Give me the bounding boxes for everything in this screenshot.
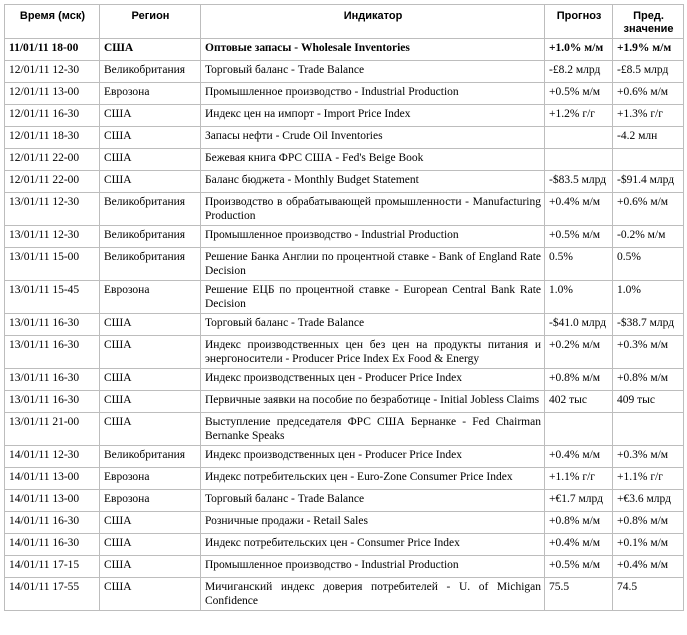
table-row [5, 556, 684, 578]
header-indicator: Индикатор [201, 5, 545, 39]
cell-region: Великобритания [100, 446, 201, 468]
table-row [5, 83, 684, 105]
cell-forecast: 0.5% [545, 248, 613, 281]
cell-indicator: Индекс производственных цен - Producer Price Index [201, 369, 545, 391]
table-row [5, 391, 684, 413]
cell-time: 13/01/11 15-00 [5, 248, 100, 281]
cell-previous: 74.5 [613, 578, 684, 611]
cell-region: США [100, 39, 201, 61]
cell-time: 14/01/11 13-00 [5, 490, 100, 512]
cell-region: Великобритания [100, 193, 201, 226]
cell-indicator: Бежевая книга ФРС США - Fed's Beige Book [201, 149, 545, 171]
cell-indicator: Решение ЕЦБ по процентной ставке - European Central Bank Rate Decision [201, 281, 545, 314]
economic-calendar-table [4, 4, 684, 611]
cell-forecast: +0.5% м/м [545, 226, 613, 248]
cell-indicator: Индекс цен на импорт - Import Price Index [201, 105, 545, 127]
table-row [5, 578, 684, 611]
cell-region: Великобритания [100, 226, 201, 248]
cell-indicator: Баланс бюджета - Monthly Budget Statement [201, 171, 545, 193]
table-row [5, 171, 684, 193]
table-row [5, 336, 684, 369]
cell-time: 12/01/11 22-00 [5, 149, 100, 171]
cell-time: 14/01/11 16-30 [5, 534, 100, 556]
cell-time: 13/01/11 12-30 [5, 193, 100, 226]
cell-forecast: +1.1% г/г [545, 468, 613, 490]
cell-region: США [100, 391, 201, 413]
cell-previous: +0.6% м/м [613, 193, 684, 226]
cell-previous: +1.3% г/г [613, 105, 684, 127]
cell-indicator: Первичные заявки на пособие по безработице - Initial Jobless Claims [201, 391, 545, 413]
table-row [5, 369, 684, 391]
cell-indicator: Решение Банка Англии по процентной ставке - Bank of England Rate Decision [201, 248, 545, 281]
cell-region: США [100, 534, 201, 556]
cell-time: 14/01/11 17-55 [5, 578, 100, 611]
cell-previous: -$38.7 млрд [613, 314, 684, 336]
cell-indicator: Оптовые запасы - Wholesale Inventories [201, 39, 545, 61]
cell-region: Еврозона [100, 281, 201, 314]
cell-previous: +0.8% м/м [613, 369, 684, 391]
cell-previous: +0.6% м/м [613, 83, 684, 105]
cell-region: Еврозона [100, 468, 201, 490]
table-row [5, 61, 684, 83]
cell-forecast: +1.2% г/г [545, 105, 613, 127]
cell-time: 13/01/11 16-30 [5, 391, 100, 413]
cell-indicator: Индекс производственных цен - Producer Price Index [201, 446, 545, 468]
cell-previous: +0.8% м/м [613, 512, 684, 534]
cell-region: США [100, 314, 201, 336]
cell-previous: -4.2 млн [613, 127, 684, 149]
cell-time: 13/01/11 12-30 [5, 226, 100, 248]
cell-time: 13/01/11 16-30 [5, 314, 100, 336]
cell-time: 13/01/11 16-30 [5, 369, 100, 391]
cell-forecast: 1.0% [545, 281, 613, 314]
table-row [5, 534, 684, 556]
cell-previous [613, 149, 684, 171]
cell-time: 14/01/11 13-00 [5, 468, 100, 490]
cell-time: 13/01/11 16-30 [5, 336, 100, 369]
cell-region: США [100, 336, 201, 369]
cell-time: 12/01/11 18-30 [5, 127, 100, 149]
cell-forecast: +0.8% м/м [545, 369, 613, 391]
cell-region: США [100, 578, 201, 611]
cell-forecast: +0.4% м/м [545, 534, 613, 556]
cell-region: Великобритания [100, 61, 201, 83]
table-row [5, 314, 684, 336]
cell-time: 12/01/11 22-00 [5, 171, 100, 193]
table-row [5, 468, 684, 490]
cell-indicator: Промышленное производство - Industrial Production [201, 556, 545, 578]
cell-indicator: Выступление председателя ФРС США Бернанке - Fed Chairman Bernanke Speaks [201, 413, 545, 446]
cell-region: Еврозона [100, 490, 201, 512]
cell-forecast: +0.5% м/м [545, 83, 613, 105]
cell-forecast: +0.5% м/м [545, 556, 613, 578]
table-row [5, 248, 684, 281]
cell-forecast: -£8.2 млрд [545, 61, 613, 83]
header-time: Время (мск) [5, 5, 100, 39]
cell-time: 12/01/11 13-00 [5, 83, 100, 105]
cell-region: США [100, 556, 201, 578]
table-row [5, 490, 684, 512]
header-forecast: Прогноз [545, 5, 613, 39]
cell-region: США [100, 512, 201, 534]
cell-forecast: +0.4% м/м [545, 446, 613, 468]
header-previous: Пред. значение [613, 5, 684, 39]
cell-previous: +1.1% г/г [613, 468, 684, 490]
cell-previous: +0.3% м/м [613, 446, 684, 468]
cell-region: США [100, 127, 201, 149]
cell-indicator: Промышленное производство - Industrial Production [201, 226, 545, 248]
cell-previous: -$91.4 млрд [613, 171, 684, 193]
cell-previous: +0.4% м/м [613, 556, 684, 578]
cell-previous [613, 413, 684, 446]
cell-indicator: Запасы нефти - Crude Oil Inventories [201, 127, 545, 149]
cell-indicator: Производство в обрабатывающей промышленности - Manufacturing Production [201, 193, 545, 226]
cell-forecast: +0.4% м/м [545, 193, 613, 226]
cell-indicator: Розничные продажи - Retail Sales [201, 512, 545, 534]
cell-time: 11/01/11 18-00 [5, 39, 100, 61]
cell-indicator: Торговый баланс - Trade Balance [201, 314, 545, 336]
cell-previous: 409 тыс [613, 391, 684, 413]
cell-region: США [100, 171, 201, 193]
cell-previous: -0.2% м/м [613, 226, 684, 248]
cell-forecast: +1.0% м/м [545, 39, 613, 61]
table-row [5, 105, 684, 127]
cell-time: 13/01/11 21-00 [5, 413, 100, 446]
cell-indicator: Торговый баланс - Trade Balance [201, 61, 545, 83]
cell-region: США [100, 149, 201, 171]
cell-indicator: Индекс потребительских цен - Euro-Zone Consumer Price Index [201, 468, 545, 490]
cell-forecast: 75.5 [545, 578, 613, 611]
table-row [5, 193, 684, 226]
cell-forecast [545, 127, 613, 149]
cell-indicator: Индекс производственных цен без цен на продукты питания и энергоносители - Producer Price Index Ex Food & Energy [201, 336, 545, 369]
cell-previous: +€3.6 млрд [613, 490, 684, 512]
table-row [5, 127, 684, 149]
cell-indicator: Торговый баланс - Trade Balance [201, 490, 545, 512]
cell-indicator: Мичиганский индекс доверия потребителей - U. of Michigan Confidence [201, 578, 545, 611]
cell-forecast: +0.8% м/м [545, 512, 613, 534]
cell-forecast: -$83.5 млрд [545, 171, 613, 193]
cell-time: 12/01/11 12-30 [5, 61, 100, 83]
cell-previous: +0.1% м/м [613, 534, 684, 556]
cell-region: США [100, 369, 201, 391]
table-row [5, 512, 684, 534]
cell-previous: 0.5% [613, 248, 684, 281]
cell-region: Еврозона [100, 83, 201, 105]
cell-region: Великобритания [100, 248, 201, 281]
cell-region: США [100, 105, 201, 127]
cell-forecast: -$41.0 млрд [545, 314, 613, 336]
cell-time: 14/01/11 12-30 [5, 446, 100, 468]
table-header [5, 5, 684, 39]
cell-forecast: +0.2% м/м [545, 336, 613, 369]
cell-indicator: Индекс потребительских цен - Consumer Price Index [201, 534, 545, 556]
table-row [5, 39, 684, 61]
header-row [5, 5, 684, 39]
table-row [5, 226, 684, 248]
cell-forecast: 402 тыс [545, 391, 613, 413]
cell-time: 14/01/11 17-15 [5, 556, 100, 578]
header-region: Регион [100, 5, 201, 39]
table-row [5, 281, 684, 314]
cell-indicator: Промышленное производство - Industrial Production [201, 83, 545, 105]
cell-forecast [545, 149, 613, 171]
table-body [5, 39, 684, 611]
cell-forecast [545, 413, 613, 446]
cell-previous: +1.9% м/м [613, 39, 684, 61]
table-row [5, 413, 684, 446]
cell-previous: +0.3% м/м [613, 336, 684, 369]
cell-previous: 1.0% [613, 281, 684, 314]
cell-time: 13/01/11 15-45 [5, 281, 100, 314]
cell-time: 12/01/11 16-30 [5, 105, 100, 127]
table-row [5, 446, 684, 468]
cell-region: США [100, 413, 201, 446]
table-row [5, 149, 684, 171]
cell-forecast: +€1.7 млрд [545, 490, 613, 512]
cell-previous: -£8.5 млрд [613, 61, 684, 83]
cell-time: 14/01/11 16-30 [5, 512, 100, 534]
